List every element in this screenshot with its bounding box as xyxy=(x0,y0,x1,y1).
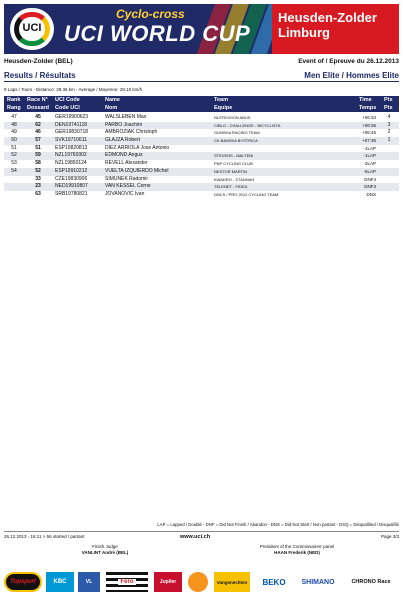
sponsor-logo-shimano: SHIMANO xyxy=(301,578,335,586)
race-number-cell: 23 xyxy=(35,183,41,190)
table-row xyxy=(4,145,399,153)
divider xyxy=(4,81,399,82)
rank-cell: 52 xyxy=(11,152,17,159)
table-row xyxy=(4,122,399,130)
footer-page: Page 3/3 xyxy=(380,534,399,539)
uci-code-cell: DEN19741118 xyxy=(55,121,88,128)
rank-cell: 50 xyxy=(11,137,17,144)
uci-code-cell: SRB19780821 xyxy=(55,190,88,197)
table-row xyxy=(4,168,399,176)
time-cell: +06:45 xyxy=(362,130,376,136)
header-banner xyxy=(4,4,399,54)
rider-name-cell: VUELTA IZQUIERDO Michel xyxy=(105,167,169,174)
sponsor-logo-vangenechten: Vangenechten xyxy=(214,572,250,592)
results-row xyxy=(4,71,399,80)
rank-cell: 48 xyxy=(11,121,17,128)
rank-cell: 53 xyxy=(11,160,17,167)
team-cell: DNCS / PRO 2012 CYCLING TEAM xyxy=(214,191,279,197)
points-cell: 3 xyxy=(387,121,391,128)
points-cell: 2 xyxy=(387,129,391,136)
time-cell: +06:36 xyxy=(362,122,376,128)
category-title: Men Elite / Hommes Elite xyxy=(304,71,399,80)
table-row xyxy=(4,191,399,199)
uci-code-cell: SVK19710611 xyxy=(55,137,87,144)
world-cup-title: UCI WORLD CUP xyxy=(64,21,251,46)
race-number-cell: 58 xyxy=(35,160,41,167)
time-cell: DNF4 xyxy=(364,176,376,182)
uci-code-cell: CZE19830906 xyxy=(55,175,88,182)
finish-judge-title: Finish Judge xyxy=(92,544,118,549)
table-row xyxy=(4,176,399,184)
points-cell: 1 xyxy=(387,137,391,144)
header-temps: Temps xyxy=(359,105,377,111)
rider-name-cell: AMBROZIAK Christoph xyxy=(105,129,158,136)
header-equipe: Equipe xyxy=(214,105,233,111)
time-cell: -1LAP xyxy=(363,145,376,151)
results-table-body xyxy=(4,114,399,199)
race-number-cell: 59 xyxy=(35,152,41,159)
sponsor-strip xyxy=(4,572,399,594)
rider-name-cell: EDMOND Angus xyxy=(105,152,143,159)
rank-cell: 51 xyxy=(11,144,17,151)
sponsor-fero-label: Fero xyxy=(120,579,134,585)
header-rang: Rang xyxy=(7,105,21,111)
time-cell: DNS xyxy=(366,191,376,197)
team-cell: CK BANSKA BYSTRICA xyxy=(214,138,258,144)
header-pts-fr: Pts xyxy=(384,105,393,111)
finish-judge-name: VANLINT André (BEL) xyxy=(81,550,129,555)
uci-code-cell: ESP19820813 xyxy=(55,144,88,151)
rider-name-cell: REVELL Alexander xyxy=(105,160,148,167)
race-number-cell: 62 xyxy=(35,121,41,128)
time-cell: -3LAP xyxy=(363,161,376,167)
rank-cell: 47 xyxy=(11,114,17,120)
rider-name-cell: DIEZ ARRIOLA Jose Antonio xyxy=(105,144,170,151)
team-cell: STEVENS - MALTENI xyxy=(214,153,254,159)
points-cell: 4 xyxy=(387,114,391,120)
race-number-cell: 45 xyxy=(35,114,41,120)
team-cell: NUTRIXXION ABUS xyxy=(214,115,251,120)
table-row xyxy=(4,114,399,122)
time-cell: +06:34 xyxy=(362,115,376,120)
header-race: Race N° xyxy=(27,97,48,103)
legend: LAP = Lapped / Doublé - DNF = Did Not Finish / Abandon - DNS = Did Not Start / Non partant - DSQ = Disqualified / Disqualifié xyxy=(157,522,399,527)
uci-code-cell: NZL19850124 xyxy=(55,160,87,167)
table-row xyxy=(4,152,399,160)
rider-name-cell: JOVANOVIC Ivan xyxy=(105,190,145,197)
race-meta: 9 Laps / Tours - Distance: 29.36 km - Average / Moyenne: 28.10 km/h xyxy=(4,87,143,92)
race-number-cell: 33 xyxy=(35,175,41,182)
rider-name-cell: PARBO Joachim xyxy=(105,121,143,128)
race-number-cell: 57 xyxy=(35,137,41,144)
uci-logo: UCI xyxy=(10,8,54,50)
commissaires-president xyxy=(232,544,362,556)
results-title: Results / Résultats xyxy=(4,71,76,80)
time-cell: DNF3 xyxy=(364,184,376,190)
rank-cell: 54 xyxy=(11,167,17,174)
race-number-cell: 63 xyxy=(35,190,41,197)
event-date: Event of / Epreuve du 26.12.2013 xyxy=(298,58,399,65)
team-cell: GUNSHA RACING TEAM xyxy=(214,130,260,136)
rider-name-cell: GLAJZA Robert xyxy=(105,137,141,144)
header-dossard: Dossard xyxy=(27,105,50,111)
president-title: President of the Commissaires' panel xyxy=(259,544,335,549)
uci-worldcup-logo xyxy=(4,4,272,54)
sponsor-logo-vl: VL xyxy=(78,572,100,592)
event-info-row xyxy=(4,58,399,65)
race-number-cell: 52 xyxy=(35,167,41,174)
event-region: Limburg xyxy=(278,25,330,40)
header-time: Time xyxy=(359,97,372,103)
finish-judge xyxy=(40,544,170,556)
rank-cell: 49 xyxy=(11,129,17,136)
event-city: Heusden-Zolder xyxy=(278,10,377,25)
event-location: Heusden-Zolder (BEL) xyxy=(4,58,73,65)
team-cell: CIBLO - CHALLENGE - BICYCLISTA xyxy=(214,122,281,128)
header-nom: Nom xyxy=(105,105,118,111)
sponsor-logo-chronorace: CHRONO Race xyxy=(351,579,391,585)
time-cell: -5LAP xyxy=(363,168,376,174)
table-row xyxy=(4,183,399,191)
cyclo-cross-label: Cyclo-cross xyxy=(116,7,185,21)
rider-name-cell: SIMUNEK Radomir xyxy=(105,175,149,182)
team-cell: PNP CYCLING CLUB xyxy=(214,161,253,167)
header-code-uci: Code UCI xyxy=(55,105,80,111)
uci-code-cell: GER19900623 xyxy=(55,114,89,120)
sponsor-logo-beko: BEKO xyxy=(262,577,286,587)
uci-code-cell: ESP19910212 xyxy=(55,167,88,174)
time-cell: -1LAP xyxy=(363,153,376,159)
table-row xyxy=(4,129,399,137)
footer-website[interactable]: www.uci.ch xyxy=(180,534,211,540)
rider-name-cell: VAN KESSEL Corne xyxy=(105,183,151,190)
sponsor-logo-jupiler: Jupiler xyxy=(154,572,182,592)
president-name: HAAN Frederik (NED) xyxy=(274,550,320,555)
footer-timestamp: 26.12.2013 - 16:11 > 56 started / partant xyxy=(4,534,85,539)
rider-name-cell: WALSLEBEN Max xyxy=(105,114,147,120)
team-cell: KWADRO - STANNAH xyxy=(214,176,255,182)
footer-divider xyxy=(4,531,399,532)
event-venue-panel xyxy=(272,4,399,54)
time-cell: +07:36 xyxy=(362,138,376,144)
race-number-cell: 46 xyxy=(35,129,41,136)
team-cell: NESTOR MARTIN xyxy=(214,168,247,174)
sponsor-logo-fero xyxy=(106,572,148,592)
header-uci-code: UCI Code xyxy=(55,97,80,103)
sponsor-logo-circle xyxy=(188,572,208,592)
results-table-header xyxy=(4,96,399,112)
table-row xyxy=(4,137,399,145)
header-name: Name xyxy=(105,97,120,103)
table-row xyxy=(4,160,399,168)
uci-code-cell: NED19910807 xyxy=(55,183,88,190)
team-cell: TELENET - FIDEA xyxy=(214,184,248,190)
header-rank: Rank xyxy=(7,97,21,103)
header-pts: Pts xyxy=(384,97,393,103)
uci-code-cell: GER19830718 xyxy=(55,129,89,136)
sponsor-logo-kbc: KBC xyxy=(46,572,74,592)
header-team: Team xyxy=(214,97,228,103)
sponsor-logo-topsport: Topsport xyxy=(4,572,42,592)
uci-code-cell: NZL19760302 xyxy=(55,152,87,159)
race-number-cell: 51 xyxy=(35,144,41,151)
